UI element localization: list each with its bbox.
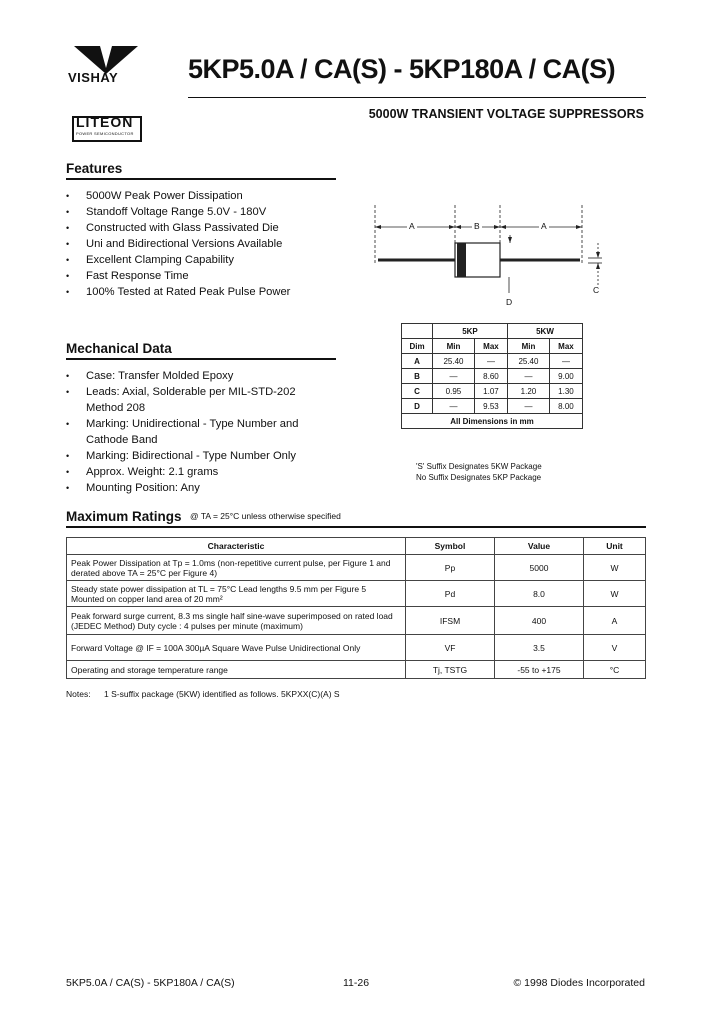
dimensions-table — [401, 323, 583, 429]
ratings-header: Unit — [584, 538, 646, 555]
ratings-title: Maximum Ratings — [66, 509, 182, 524]
liteon-logo-sub: POWER SEMICONDUCTOR — [76, 131, 134, 136]
mechanical-title: Mechanical Data — [66, 341, 172, 356]
table-row: Peak Power Dissipation at Tp = 1.0ms (non-repetitive current pulse, per Figure 1 and derated above TA = 25°C per Figure 4) Pp 5000 W — [67, 555, 646, 581]
mechanical-underline — [66, 358, 336, 360]
dim-label-c: C — [593, 285, 600, 295]
features-list — [64, 188, 354, 300]
dims-header: Min — [433, 339, 475, 354]
dim-label-d: D — [506, 297, 513, 307]
notes-text: 1 S-suffix package (5KW) identified as follows. 5KPXX(C)(A) S — [104, 689, 340, 699]
list-item: • Case: Transfer Molded Epoxy — [64, 368, 320, 384]
table-row: A 25.40 — 25.40 — — [402, 354, 583, 369]
brand-name: VISHAY — [68, 70, 119, 85]
ratings-header: Value — [495, 538, 584, 555]
table-row: D — 9.53 — 8.00 — [402, 399, 583, 414]
list-item: • Constructed with Glass Passivated Die — [64, 220, 354, 236]
suffix-note-2: No Suffix Designates 5KP Package — [416, 473, 542, 482]
footer-left: 5KP5.0A / CA(S) - 5KP180A / CA(S) — [66, 977, 235, 989]
table-row: Steady state power dissipation at TL = 75°C Lead lengths 9.5 mm per Figure 5 Mounted on copper land area of 20 mm² Pd 8.0 W — [67, 581, 646, 607]
page-title: 5KP5.0A / CA(S) - 5KP180A / CA(S) — [188, 54, 616, 84]
footer-copyright: © 1998 Diodes Incorporated — [513, 977, 645, 989]
list-item: • Marking: Bidirectional - Type Number Only — [64, 448, 320, 464]
ratings-table — [66, 537, 646, 679]
table-row: Peak forward surge current, 8.3 ms single half sine-wave superimposed on rated load (JEDEC Method) Duty cycle : 4 pulses per minute (maximum) IFSM 400 A — [67, 607, 646, 635]
list-item: • Leads: Axial, Solderable per MIL-STD-202 Method 208 — [64, 384, 320, 416]
features-title: Features — [66, 161, 123, 176]
table-row: Forward Voltage @ IF = 100A 300µA Square Wave Pulse Unidirectional Only VF 3.5 V — [67, 635, 646, 661]
ratings-header: Characteristic — [67, 538, 406, 555]
dim-label-a-left: A — [409, 221, 415, 231]
list-item: • Approx. Weight: 2.1 grams — [64, 464, 320, 480]
notes-label: Notes: — [66, 689, 91, 699]
title-divider — [188, 97, 646, 98]
suffix-note-1: 'S' Suffix Designates 5KW Package — [416, 462, 542, 471]
list-item: • 100% Tested at Rated Peak Pulse Power — [64, 284, 354, 300]
list-item: • 5000W Peak Power Dissipation — [64, 188, 354, 204]
dim-label-a-right: A — [541, 221, 547, 231]
dims-group-5kw: 5KW — [507, 324, 582, 339]
ratings-condition: @ TA = 25°C unless otherwise specified — [190, 511, 341, 521]
footer-page-number: 11-26 — [343, 977, 370, 989]
liteon-logo-text: LITEON — [76, 114, 134, 130]
dims-corner — [402, 324, 433, 339]
table-row: B — 8.60 — 9.00 — [402, 369, 583, 384]
list-item: • Marking: Unidirectional - Type Number and Cathode Band — [64, 416, 320, 448]
dims-group-5kp: 5KP — [433, 324, 508, 339]
mechanical-list — [64, 368, 320, 496]
dims-footer: All Dimensions in mm — [402, 414, 583, 429]
ratings-header: Symbol — [406, 538, 495, 555]
dims-header: Max — [474, 339, 507, 354]
list-item: • Fast Response Time — [64, 268, 354, 284]
table-row: Operating and storage temperature range Tj, TSTG -55 to +175 °C — [67, 661, 646, 679]
dims-header: Max — [549, 339, 582, 354]
dims-header: Dim — [402, 339, 433, 354]
list-item: • Uni and Bidirectional Versions Available — [64, 236, 354, 252]
list-item: • Excellent Clamping Capability — [64, 252, 354, 268]
features-underline — [66, 178, 336, 180]
dim-label-b: B — [474, 221, 480, 231]
list-item: • Mounting Position: Any — [64, 480, 320, 496]
page-subtitle: 5000W TRANSIENT VOLTAGE SUPPRESSORS — [368, 107, 644, 121]
list-item: • Standoff Voltage Range 5.0V - 180V — [64, 204, 354, 220]
dims-header: Min — [507, 339, 549, 354]
ratings-underline — [66, 526, 646, 528]
table-row: C 0.95 1.07 1.20 1.30 — [402, 384, 583, 399]
